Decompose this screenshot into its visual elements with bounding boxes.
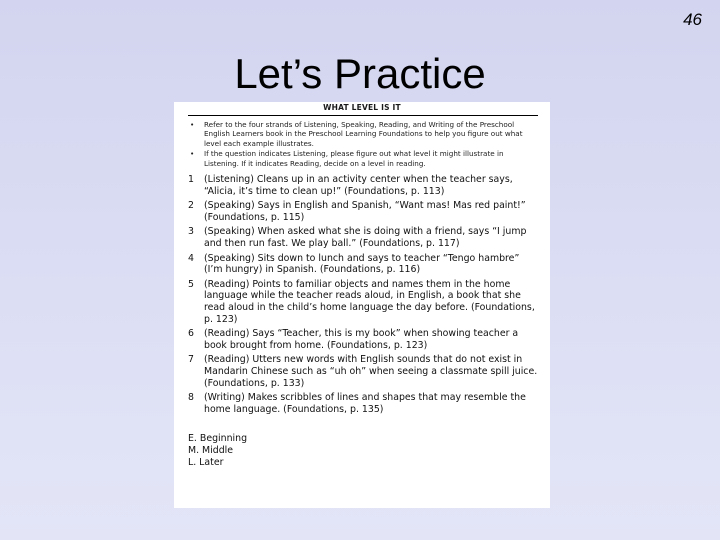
slide-title: Let’s Practice bbox=[234, 50, 486, 97]
instruction-item: • If the question indicates Listening, please figure out what level it might illustrate in Listening. If it indicates Reading, decide on a level in reading. bbox=[188, 149, 538, 168]
question-number: 6 bbox=[188, 328, 194, 340]
question-text: (Writing) Makes scribbles of lines and shapes that may resemble the home language. (Foundations, p. 135) bbox=[204, 392, 526, 415]
document-image bbox=[174, 102, 550, 508]
question-text: (Speaking) When asked what she is doing with a friend, says “I jump and then run fast. We play ball.” (Foundations, p. 117) bbox=[204, 226, 527, 249]
question-item bbox=[188, 226, 540, 249]
title-divider bbox=[188, 115, 538, 116]
question-item bbox=[188, 200, 540, 223]
question-list bbox=[174, 174, 550, 415]
question-item bbox=[188, 174, 540, 197]
question-number: 5 bbox=[188, 278, 194, 290]
question-number: 7 bbox=[188, 354, 194, 366]
question-text: (Speaking) Says in English and Spanish, “Want mas! Mas red paint!” (Foundations, p. 115) bbox=[204, 200, 526, 223]
question-item bbox=[188, 253, 540, 276]
question-number: 4 bbox=[188, 252, 194, 264]
question-item bbox=[188, 328, 540, 351]
legend-item: L. Later bbox=[188, 456, 224, 468]
instruction-list bbox=[174, 120, 550, 168]
question-number: 1 bbox=[188, 174, 194, 186]
level-legend bbox=[188, 433, 550, 468]
question-number: 8 bbox=[188, 392, 194, 404]
question-item bbox=[188, 279, 540, 325]
question-text: (Reading) Points to familiar objects and names them in the home language while the teacher reads aloud, in English, a book that she read aloud in the child’s home language the day before. (Foundations, p. 123) bbox=[204, 278, 535, 325]
question-item bbox=[188, 354, 540, 389]
question-text: (Speaking) Sits down to lunch and says to teacher “Tengo hambre” (I’m hungry) in Spanish. (Foundations, p. 116) bbox=[204, 252, 520, 276]
question-text: (Reading) Utters new words with English sounds that do not exist in Mandarin Chinese such as “uh oh” when seeing a classmate spill juice. (Foundations, p. 133) bbox=[204, 354, 538, 389]
question-number: 2 bbox=[188, 200, 194, 212]
question-item bbox=[188, 392, 540, 415]
slide-number: 46 bbox=[683, 10, 702, 29]
legend-item: M. Middle bbox=[188, 444, 234, 456]
document-title: WHAT LEVEL IS IT bbox=[323, 103, 401, 112]
question-text: (Reading) Says “Teacher, this is my book” when showing teacher a book brought from home. (Foundations, p. 123) bbox=[204, 328, 519, 351]
question-text: (Listening) Cleans up in an activity center when the teacher says, “Alicia, it’s time to clean up!” (Foundations, p. 113) bbox=[204, 174, 513, 197]
legend-item: E. Beginning bbox=[188, 433, 248, 445]
question-number: 3 bbox=[188, 226, 194, 238]
instruction-item: • Refer to the four strands of Listening, Speaking, Reading, and Writing of the Preschool English Learners book in the Preschool Learning Foundations to help you figure out what level each example illustrates. bbox=[188, 120, 538, 148]
